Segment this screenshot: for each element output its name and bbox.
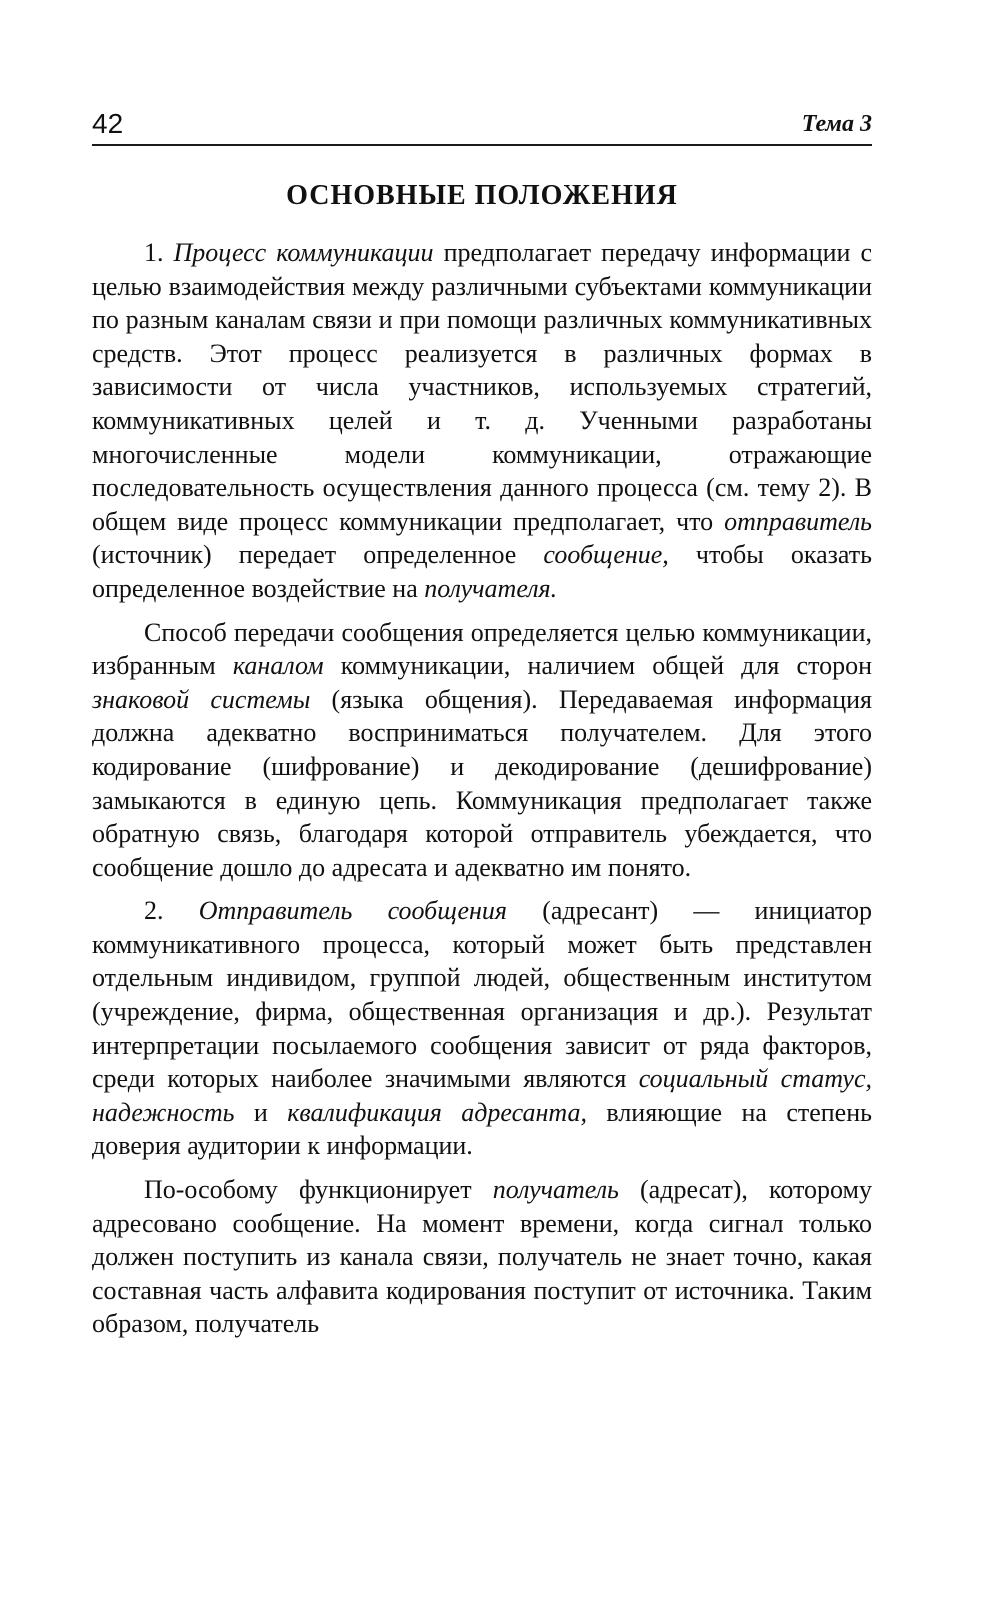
paragraph-1-text: предполагает передачу информации с целью взаимодействия между различными субъектами коммуникации по разным каналам связи и при помощи различных коммуникативных средств. Этот процесс реализуется в различных формах в зависимости от числа участников, используемых стратегий, коммуникативных целей и т. д. Ученными разработаны многочисленные модели коммуникации, отражающие последовательность осуществления данного процесса (см. тему 2). В общем виде процесс коммуникации предполагает, что [92, 238, 872, 536]
section-label: Тема 3 [801, 111, 872, 137]
paragraph-3-text: 2. [144, 896, 199, 926]
paragraph-2-text: коммуникации, наличием общей для сторон [323, 651, 873, 681]
term-message-sender: Отправитель сообщения [198, 896, 508, 926]
term-recipient: получателя. [424, 573, 558, 603]
paragraph-2-text: Способ передачи сообщения определяется целью коммуникации, избранным [92, 617, 872, 681]
paragraph-3-text: (адресант) — инициатор коммуникативного процесса, который может быть представлен отдельным индивидом, группой людей, общественным институтом (учреждение, фирма, общественная организация и др.). Результат интерпретации посылаемого сообщения зависит от ряда факторов, среди которых наиболее значимыми являются [92, 896, 873, 1094]
term-message: сообщение, [543, 540, 669, 570]
paragraph-4-text: По-особому функционирует [144, 1175, 493, 1205]
running-header [92, 100, 872, 146]
paragraph-3 [92, 894, 872, 1163]
paragraph-2 [92, 616, 872, 885]
term-communication-process: Процесс коммуникации [173, 238, 434, 267]
term-addresser-qualification: квалификация адресанта, [287, 1097, 587, 1127]
paragraph-1-text: (источник) передает определенное [92, 540, 544, 570]
page-number: 42 [92, 108, 124, 139]
paragraph-3-text: и [234, 1097, 288, 1127]
book-page [92, 100, 872, 1351]
term-status-reliability: социальный статус, надежность [92, 1064, 872, 1127]
term-sender: отправитель [724, 506, 872, 536]
paragraph-4-text: (адресат), которому адресовано сообщение. На момент времени, когда сигнал только должен поступить из канала связи, получатель не знает точно, какая составная часть алфавита кодирования поступит от источника. Таким образом, получатель [92, 1175, 872, 1339]
term-channel: каналом [232, 651, 324, 681]
paragraph-2-text: (языка общения). Передаваемая информация должна адекватно восприниматься получателем. Для этого кодирование (шифрование) и декодирование (дешифрование) замыкаются в единую цепь. Коммуникация предполагает также обратную связь, благодаря которой отправитель убеждается, что сообщение дошло до адресата и адекватно им понято. [92, 684, 873, 882]
term-receiver: получатель [492, 1175, 619, 1205]
paragraph-4 [92, 1173, 872, 1341]
paragraph-3-text: влияющие на степень доверия аудитории к информации. [92, 1097, 872, 1161]
term-sign-system: знаковой системы [92, 684, 311, 714]
paragraph-1-text: 1. [144, 238, 174, 267]
paragraph-1-text: чтобы оказать определенное воздействие на [92, 540, 872, 603]
body-text [92, 236, 872, 1341]
paragraph-1 [92, 236, 872, 606]
section-heading: ОСНОВНЫЕ ПОЛОЖЕНИЯ [286, 180, 678, 211]
